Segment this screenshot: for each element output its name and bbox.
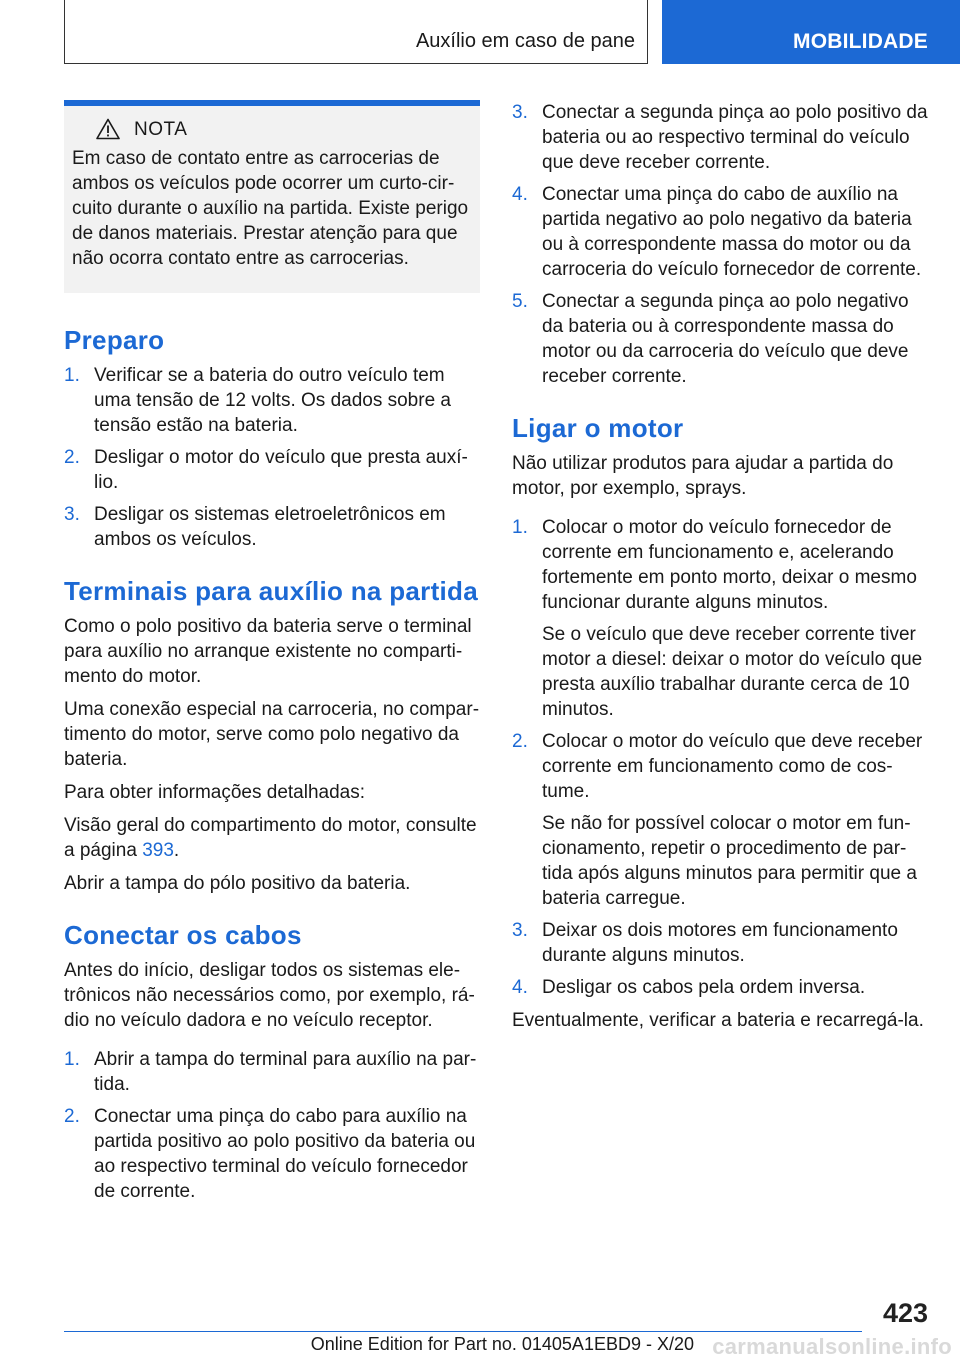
page-reference-link[interactable]: 393 <box>142 840 174 861</box>
step-number: 4. <box>512 977 528 998</box>
warning-triangle-icon <box>96 118 120 140</box>
step-text: Deixar os dois motores em funcionamento durante alguns minutos. <box>542 920 898 966</box>
note-box <box>64 100 480 293</box>
step-number: 2. <box>64 447 80 468</box>
header-section-tab <box>662 0 960 64</box>
list-item <box>512 918 928 968</box>
list-item <box>512 975 928 1000</box>
ligar-steps <box>512 515 928 1000</box>
step-number: 2. <box>64 1106 80 1127</box>
footer-edition: Online Edition for Part no. 01405A1EBD9 - X/20 <box>310 1334 694 1354</box>
step-number: 2. <box>512 731 528 752</box>
chapter-title: Auxílio em caso de pane <box>415 30 635 52</box>
step-text: Conectar a segunda pinça ao polo negativo da bateria ou à correspondente massa do motor ou da carroceria do veículo que deve receber corrente. <box>542 291 909 387</box>
step-number: 3. <box>512 920 528 941</box>
step-number: 1. <box>64 365 80 386</box>
paragraph: Abrir a tampa do pólo positivo da bateria. <box>64 873 411 894</box>
step-text: Colocar o motor do veículo que deve receber corrente em funcionamento como de costume. <box>542 731 923 802</box>
left-column <box>64 100 480 1212</box>
right-column <box>512 100 928 1041</box>
paragraph-text: . <box>173 840 180 861</box>
conectar-steps-right <box>512 100 928 389</box>
step-number: 5. <box>512 291 528 312</box>
paragraph: Uma conexão especial na carroceria, no compartimento do motor, serve como polo negativo da bateria. <box>64 699 480 770</box>
step-text: Colocar o motor do veículo fornecedor de corrente em funcionamento e, acelerando fortemente em ponto morto, deixar o mesmo funcionar durante alguns minutos. <box>542 517 917 613</box>
note-text: Em caso de contato entre as carrocerias de ambos os veículos pode ocorrer um curto-circuito durante o auxílio na partida. Existe perigo de danos materiais. Prestar atenção para que não ocorra contato entre as carrocerias. <box>72 148 469 269</box>
step-text: Conectar uma pinça do cabo de auxílio na partida negativo ao polo negativo da bateria ou à correspondente massa do motor ou da carroceria do veículo fornecedor de corrente. <box>542 184 922 280</box>
list-item <box>512 289 928 389</box>
list-item <box>64 363 480 438</box>
paragraph: Antes do início, desligar todos os sistemas eletrônicos não necessários como, por exemplo, rádio no veículo dadora e no veículo receptor. <box>64 960 475 1031</box>
paragraph-text: Visão geral do compartimento do motor, consulte a página <box>64 815 477 861</box>
list-item <box>64 1104 480 1204</box>
step-number: 4. <box>512 184 528 205</box>
note-label: NOTA <box>134 118 188 140</box>
list-item <box>64 1047 480 1097</box>
watermark: carmanualsonline.info <box>712 1334 952 1359</box>
header-title-box <box>64 0 648 64</box>
step-text: Conectar a segunda pinça ao polo positivo da bateria ou ao respectivo terminal do veículo que deve receber corrente. <box>542 102 928 173</box>
step-subtext: Se o veículo que deve receber corrente tiver motor a diesel: deixar o motor do veículo que presta auxílio trabalhar durante cerca de 10 minutos. <box>542 624 923 720</box>
list-item <box>512 100 928 175</box>
paragraph: Não utilizar produtos para ajudar a partida do motor, por exemplo, sprays. <box>512 453 894 499</box>
list-item <box>512 182 928 282</box>
step-text: Verificar se a bateria do outro veículo tem uma tensão de 12 volts. Os dados sobre a tensão estão na bateria. <box>94 365 451 436</box>
step-subtext: Se não for possível colocar o motor em funcionamento, repetir o procedimento de partida após alguns minutos para permitir que a bateria carregue. <box>542 813 917 909</box>
list-item <box>512 515 928 722</box>
preparo-steps <box>64 363 480 552</box>
page-number: 423 <box>882 1298 928 1328</box>
paragraph-with-link <box>64 813 480 863</box>
conectar-steps-left <box>64 1047 480 1204</box>
step-text: Desligar o motor do veículo que presta auxílio. <box>94 447 468 493</box>
note-header <box>96 116 472 142</box>
list-item <box>512 729 928 911</box>
step-text: Desligar os sistemas eletroeletrônicos em ambos os veículos. <box>94 504 446 550</box>
step-number: 3. <box>64 504 80 525</box>
list-item <box>64 445 480 495</box>
paragraph: Como o polo positivo da bateria serve o terminal para auxílio no arranque existente no compartimento do motor. <box>64 616 472 687</box>
step-text: Desligar os cabos pela ordem inversa. <box>542 977 866 998</box>
heading-terminais: Terminais para auxílio na partida <box>64 576 478 606</box>
list-item <box>64 502 480 552</box>
section-title: MOBILIDADE <box>793 30 928 53</box>
heading-ligar: Ligar o motor <box>512 413 684 443</box>
step-text: Conectar uma pinça do cabo para auxílio na partida positivo ao polo positivo da bateria ou ao respectivo terminal do veículo fornecedor de corrente. <box>94 1106 476 1202</box>
paragraph: Eventualmente, verificar a bateria e recarregá-la. <box>512 1010 924 1031</box>
paragraph: Para obter informações detalhadas: <box>64 782 366 803</box>
heading-preparo: Preparo <box>64 325 165 355</box>
step-text: Abrir a tampa do terminal para auxílio na partida. <box>94 1049 477 1095</box>
step-number: 1. <box>64 1049 80 1070</box>
step-number: 1. <box>512 517 528 538</box>
step-number: 3. <box>512 102 528 123</box>
footer-divider <box>64 1331 862 1332</box>
heading-conectar: Conectar os cabos <box>64 920 302 950</box>
